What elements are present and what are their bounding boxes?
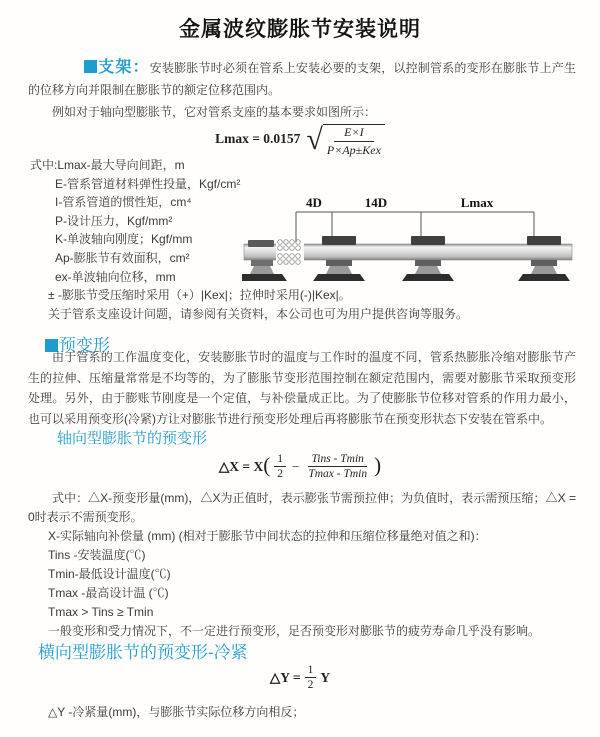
- fraction-denominator: 2: [307, 679, 314, 691]
- lmax-formula-prefix: Lmax = 0.0157: [215, 131, 301, 146]
- axial-note: 式中：△X-预变形量(mm)，△X为正值时，表示膨张节需预拉伸；为负值时，表示需预压缩；△X = 0时表示不需预变形。: [28, 491, 576, 524]
- axial-formula-notes: [28, 489, 576, 641]
- dimension-label-14d: 14D: [364, 195, 388, 210]
- support-intro-text: 安装膨胀节时必须在管系上安装必要的支架，以控制管系的变形在膨胀节上产生的位移方向并限制在膨胀节的额定位移范围内。: [28, 61, 576, 97]
- support-consulting-note: 关于管系支座设计问题，请参阅有关资料，本公司也可为用户提供咨询等服务。: [48, 306, 469, 321]
- minus-operator: −: [291, 458, 300, 474]
- axial-predeform-formula: [0, 453, 600, 480]
- fraction-denominator: Tmax - Tmin: [308, 468, 368, 480]
- support-section-header: 支架：: [98, 59, 150, 76]
- close-paren: ): [374, 453, 382, 477]
- axial-note: 一般变形和受力情况下，不一定进行预变形，足否预变形对膨胀节的疲劳寿命几乎没有影响。: [48, 624, 541, 638]
- variable-definition: K-单波轴向刚度；Kgf/mm: [55, 232, 193, 247]
- variable-definition: E-管系管道材料弹性投量，Kgf/cm²: [55, 176, 241, 191]
- support-example-text: 例如对于轴向型膨胀节，它对管系支座的基本要求如图所示：: [52, 105, 377, 119]
- fraction-numerator: Tins - Tmin: [308, 453, 366, 467]
- lateral-formula-prefix: △Y =: [269, 669, 301, 685]
- fraction-numerator: 1: [305, 664, 317, 678]
- axial-note: Tmax -最高设计温 (℃): [48, 586, 169, 600]
- pipe-support-diagram: [242, 192, 598, 288]
- lmax-formula-numerator: E×I: [334, 125, 373, 142]
- support-intro-paragraph: [28, 57, 576, 101]
- support-section: [28, 57, 576, 123]
- variable-definition: P-设计压力，Kgf/mm²: [55, 213, 173, 228]
- predeform-paragraph: 由于管系的工作温度变化，安装膨胀节时的温度与工作时的温度不同，管系热膨胀冷缩对膨胀节产生的拉伸、压缩量常常是不均等的，为了膨胀节变形范围控制在额定范围内，需要对膨胀节采取预变形处理。另外，由于膨账节刚度是一个定值，与补偿量成正比。为了使膨胀节位移对管系的作用力最小，也可以采用预变形(冷紧)方让对膨胀节进行预变形处理后再将膨胀节在预变形状态下安装在管系中。: [28, 350, 576, 426]
- bellows-icon: [276, 239, 304, 265]
- variable-definition: ± -膨胀节受压缩时采用（+）|Kex|；拉伸时采用(-)|Kex|。: [48, 288, 351, 303]
- variable-definition: I-管系管道的惯性矩，cm⁴: [55, 195, 192, 210]
- open-paren: (: [263, 453, 271, 477]
- axial-subsection-header: 轴向型膨胀节的预变形: [57, 430, 208, 447]
- predeform-header-text: 预变形: [59, 336, 110, 355]
- variable-definition: 式中:Lmax-最大导向间距，m: [30, 158, 185, 172]
- section-bullet-icon: [84, 60, 97, 73]
- variable-definition: ex-单波轴向位移，mm: [55, 269, 176, 284]
- lateral-formula-suffix: Y: [320, 669, 331, 685]
- fraction-numerator: 1: [274, 453, 286, 467]
- lmax-formula-denominator: P×Ap±Kex: [326, 143, 381, 157]
- axial-formula-prefix: △X = X: [218, 458, 264, 474]
- lateral-formula-note: △Y -冷紧量(mm)，与膨胀节实际位移方向相反；: [48, 705, 305, 719]
- lmax-formula: [0, 122, 600, 156]
- axial-note: Tmin-最低设计温度(℃): [48, 567, 171, 581]
- dimension-label-4d: 4D: [306, 195, 322, 210]
- one-half-fraction: [305, 664, 317, 691]
- axial-note: Tmax > Tins ≥ Tmin: [48, 605, 154, 619]
- axial-note: Tins -安装温度(℃): [48, 548, 146, 562]
- lmax-formula-radicand: [323, 124, 385, 158]
- axial-note: X-实际轴向补偿量 (mm) (相对于膨胀节中间状态的拉伸和压缩位移量绝对值之和)：: [48, 529, 487, 543]
- one-half-fraction: [274, 453, 286, 480]
- variable-definition: Ap-膨胀节有效面积，cm²: [55, 250, 190, 265]
- radical-sign: √: [306, 123, 323, 156]
- fraction-denominator: 2: [277, 468, 283, 480]
- temperature-fraction: [305, 453, 370, 480]
- lateral-predeform-formula: [0, 664, 600, 691]
- dimension-label-lmax: Lmax: [460, 195, 494, 210]
- lateral-subsection-header: 横向型膨胀节的预变形-冷紧: [38, 643, 248, 662]
- page-title: 金属波纹膨胀节安装说明: [179, 18, 421, 41]
